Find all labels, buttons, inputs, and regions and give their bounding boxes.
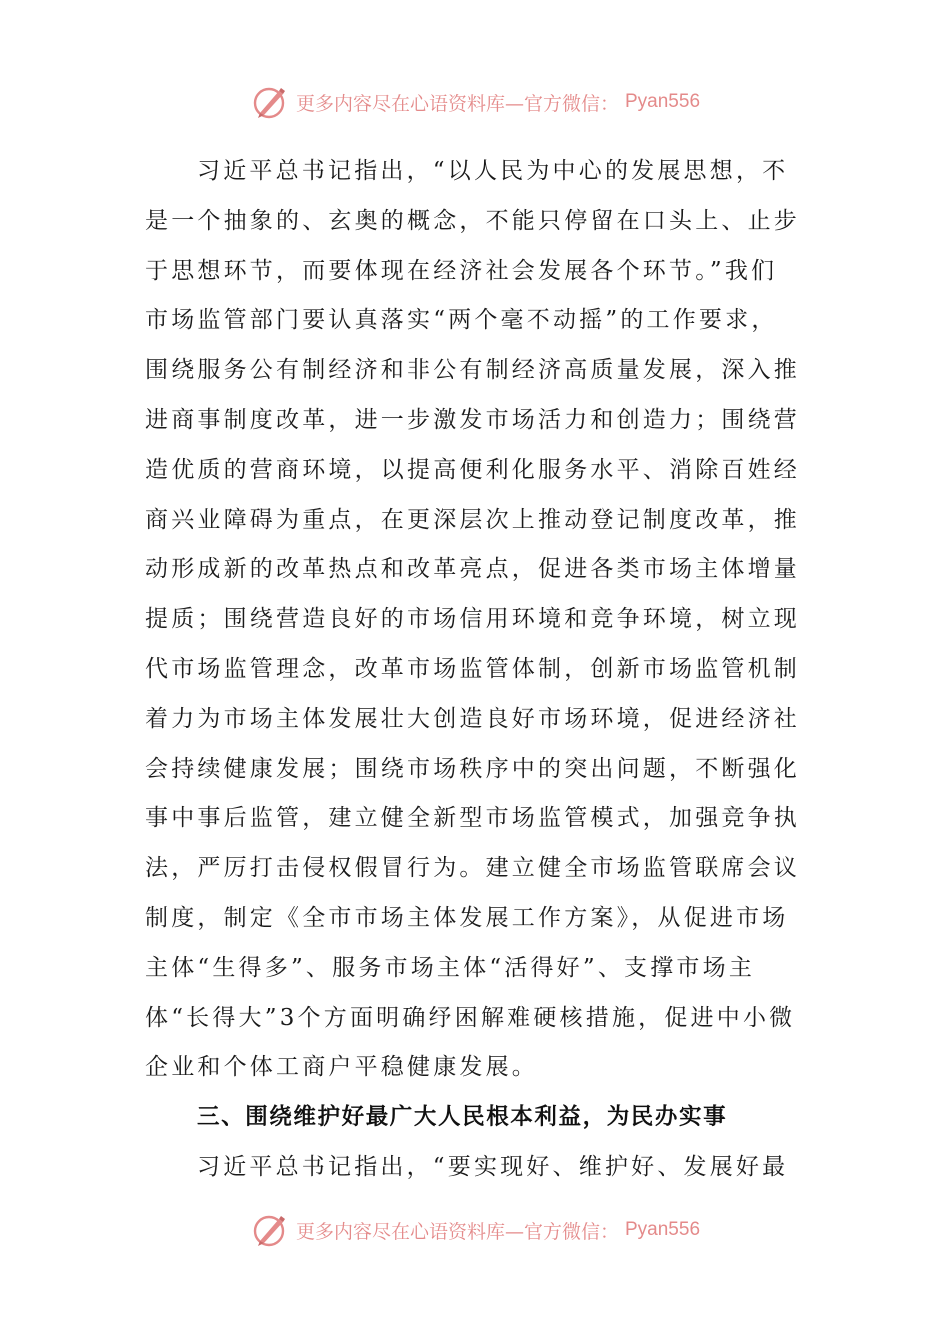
watermark-banner-bottom bbox=[0, 1208, 950, 1252]
paragraph-line: 于思想环节，而要体现在经济社会发展各个环节。”我们 bbox=[145, 257, 778, 284]
pen-logo-icon bbox=[250, 82, 290, 122]
paragraph-line: 着力为市场主体发展壮大创造良好市场环境，促进经济社 bbox=[145, 705, 800, 732]
paragraph-line: 市场监管部门要认真落实“两个毫不动摇”的工作要求， bbox=[145, 307, 778, 334]
paragraph-line: 习近平总书记指出，“要实现好、维护好、发展好最 bbox=[197, 1153, 789, 1180]
paragraph-line: 提质；围绕营造良好的市场信用环境和竞争环境，树立现 bbox=[145, 606, 800, 633]
watermark-account: Pyan556 bbox=[625, 91, 701, 112]
watermark-text: 更多内容尽在心语资料库—官方微信： bbox=[295, 1220, 619, 1243]
watermark-text: 更多内容尽在心语资料库—官方微信： bbox=[295, 92, 619, 115]
paragraph-line: 进商事制度改革，进一步激发市场活力和创造力；围绕营 bbox=[145, 406, 800, 433]
paragraph-line: 会持续健康发展；围绕市场秩序中的突出问题，不断强化 bbox=[145, 755, 800, 782]
watermark-banner-top bbox=[0, 80, 950, 124]
paragraph-line: 习近平总书记指出，“以人民为中心的发展思想，不 bbox=[197, 158, 789, 184]
paragraph-line: 事中事后监管，建立健全新型市场监管模式，加强竞争执 bbox=[145, 805, 800, 832]
document-body bbox=[145, 147, 807, 1193]
paragraph-line: 代市场监管理念，改革市场监管体制，创新市场监管机制 bbox=[145, 655, 800, 682]
section-heading: 三、围绕维护好最广大人民根本利益，为民办实事 bbox=[197, 1104, 728, 1131]
paragraph-line: 商兴业障碍为重点，在更深层次上推动登记制度改革，推 bbox=[145, 506, 800, 533]
paragraph-line: 法，严厉打击侵权假冒行为。建立健全市场监管联席会议 bbox=[145, 855, 800, 882]
paragraph-line: 体“长得大”3个方面明确纾困解难硬核措施，促进中小微 bbox=[145, 1004, 796, 1031]
paragraph-line: 围绕服务公有制经济和非公有制经济高质量发展，深入推 bbox=[145, 357, 800, 384]
paragraph-line: 制度，制定《全市市场主体发展工作方案》，从促进市场 bbox=[145, 904, 789, 931]
paragraph-line: 企业和个体工商户平稳健康发展。 bbox=[145, 1054, 538, 1081]
paragraph-line: 是一个抽象的、玄奥的概念，不能只停留在口头上、止步 bbox=[145, 207, 800, 234]
watermark-account: Pyan556 bbox=[625, 1219, 701, 1240]
paragraph-line: 主体“生得多”、服务市场主体“活得好”、支撑市场主 bbox=[145, 954, 756, 981]
pen-logo-icon bbox=[250, 1210, 290, 1250]
paragraph-line: 动形成新的改革热点和改革亮点，促进各类市场主体增量 bbox=[145, 556, 800, 583]
paragraph-line: 造优质的营商环境，以提高便利化服务水平、消除百姓经 bbox=[145, 456, 800, 483]
